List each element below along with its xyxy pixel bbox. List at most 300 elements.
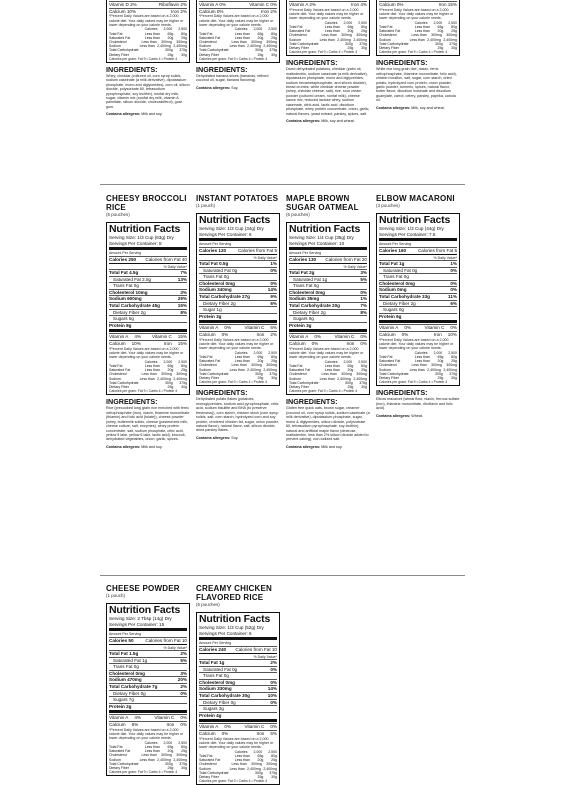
daily-values-cell: Total Carbohydrate: [199, 770, 229, 775]
daily-values-cell: Less than: [324, 368, 340, 373]
daily-values-cell: 2,400mg: [427, 37, 441, 42]
nutrient-row: [199, 712, 277, 719]
daily-values-cell: 2,400mg: [263, 44, 277, 49]
vitamin-value: 4%: [134, 715, 141, 721]
nutrient-row: [199, 692, 277, 699]
amount-per-serving: Amount Per Serving: [109, 632, 142, 637]
calories-row: [379, 247, 457, 254]
daily-values-cell: 65g: [257, 355, 264, 360]
daily-values-table: [379, 21, 457, 50]
daily-value-header: % Daily Value*: [253, 255, 277, 260]
daily-values-cell: 80g: [181, 745, 187, 750]
nutrient-row: [109, 650, 187, 657]
daily-values-cell: 2,400mg: [157, 44, 171, 49]
daily-values-cell: Saturated Fat: [109, 368, 131, 373]
product-count: (5 pouches): [106, 212, 130, 217]
ingredients-heading: INGREDIENTS:: [106, 65, 158, 75]
daily-value-header: % Daily Value*: [433, 255, 457, 260]
footnote: *Percent Daily Values are based on a 2,000 calorie diet. Your daily values may be higher or lower depending on your calorie needs.: [109, 346, 184, 360]
daily-values-cell: Saturated Fat: [199, 359, 221, 364]
nutrient-row: [199, 672, 277, 679]
vitamin-name: Vitamin C: [151, 334, 172, 340]
nutrient-row: [199, 685, 277, 692]
nutrient-name: Trans Fat 0g: [293, 283, 319, 289]
vitamin-name: Vitamin A: [199, 325, 219, 331]
daily-values-cell: Total Fat: [199, 355, 213, 360]
nutrient-row: [379, 267, 457, 274]
allergens: Contains allergens: Soy.: [196, 85, 239, 90]
daily-values-cell: Total Carbohydrate: [289, 380, 319, 385]
vitamin-row: [109, 333, 187, 340]
daily-values-cell: 80g: [361, 364, 367, 369]
allergens-value: Wheat.: [411, 413, 423, 418]
daily-values-header-cell: 2,500: [358, 20, 367, 25]
vitamin-name: Iron: [433, 332, 442, 338]
vitamin-row: [199, 331, 277, 338]
nutrition-facts-title: Nutrition Facts: [109, 604, 181, 616]
divider-thick: [109, 628, 187, 631]
daily-values-header-cell: 2,500: [448, 20, 457, 25]
nutrient-percent: 2%: [180, 684, 187, 690]
vitamin-row: [199, 324, 277, 331]
daily-values-cell: 80g: [361, 25, 367, 30]
nutrient-name: Saturated Fat 2.5g: [113, 276, 152, 282]
footnote: *Percent Daily Values are based on a 2,000 calorie diet. Your daily values may be higher or lower depending on your calorie needs.: [109, 14, 184, 27]
daily-values-cell: 30g: [271, 52, 277, 57]
daily-values-cell: 30g: [181, 52, 187, 57]
nutrient-name: Sugars 7g: [113, 697, 134, 703]
nutrient-row: [109, 703, 187, 710]
calories-per-gram: Calories per gram: Fat 9 • Carbs 4 • Protein 4: [199, 56, 268, 61]
nutrient-row: [379, 273, 457, 280]
daily-values-cell: Dietary Fiber: [379, 46, 400, 51]
vitamin-value: 15%: [177, 334, 187, 340]
nutrition-facts-title: Nutrition Facts: [289, 223, 361, 235]
daily-values-cell: 2,400mg: [247, 44, 261, 49]
vitamin-row: Vitamin A 2% Iron 4%: [289, 2, 367, 7]
vitamin-value: 15%: [177, 341, 187, 347]
nutrient-row: [199, 659, 277, 666]
nutrient-row: [289, 269, 367, 276]
nutrient-name: Total Fat 0.5g: [199, 261, 229, 267]
daily-values-cell: Less than: [141, 372, 157, 377]
nutrient-percent: 7%: [180, 270, 187, 276]
vitamin-value: 0%: [311, 341, 319, 347]
nutrient-row: [109, 315, 187, 322]
daily-values-cell: 2,400mg: [157, 376, 171, 381]
daily-values-cell: 25g: [271, 359, 277, 364]
vitamin-right: [166, 722, 187, 728]
ingredients-heading: INGREDIENTS:: [376, 58, 428, 68]
daily-values-cell: 65g: [437, 25, 444, 30]
daily-values-cell: 2,400mg: [337, 376, 351, 381]
nutrient-name: Total Carbohydrate 7g: [109, 684, 158, 690]
nutrient-row: [109, 295, 187, 302]
daily-values-table: [289, 21, 367, 50]
daily-values-cell: Less than: [231, 762, 247, 767]
daily-values-cell: Saturated Fat: [289, 368, 311, 373]
daily-values-cell: Total Carbohydrate: [109, 380, 139, 385]
serving-size: Serving Size: 1/3 Cup (63g) Dry: [109, 235, 174, 240]
vitamin-left: [109, 341, 141, 347]
nutrient-name: Total Carbohydrate 33g: [379, 294, 430, 300]
daily-values-cell: Less than: [229, 367, 245, 372]
daily-values-cell: Total Carbohydrate: [199, 371, 229, 376]
vitamin-value: 4%: [134, 334, 141, 340]
daily-values-cell: Dietary Fiber: [379, 376, 400, 381]
daily-values-cell: 2,400mg: [247, 367, 261, 372]
vitamin-name: Iron: [163, 341, 172, 347]
nutrient-name: Saturated Fat 0g: [383, 267, 418, 273]
daily-values-cell: 25g: [181, 35, 187, 40]
daily-values-cell: Less than: [141, 753, 157, 758]
daily-values-cell: Sodium: [379, 37, 391, 42]
daily-values-cell: Total Fat: [289, 25, 303, 30]
daily-values-cell: 300mg: [356, 33, 367, 38]
servings-per-container: Servings Per Container: 8: [109, 240, 162, 246]
daily-values-cell: Sodium: [109, 757, 121, 762]
calories-per-gram: Calories per gram: Fat 9 • Carbs 4 • Protein 4: [199, 779, 268, 784]
servings-per-container: Servings Per Container: 10: [289, 240, 345, 246]
daily-values-cell: Cholesterol: [289, 33, 307, 38]
product-title: CHEESE POWDER: [106, 584, 180, 593]
calories: Calories 120: [199, 247, 227, 253]
vitamin-value: 0%: [270, 724, 277, 730]
allergens: [376, 414, 460, 418]
allergens-value: Milk and soy.: [141, 444, 163, 449]
divider-thick: [379, 320, 457, 323]
daily-values-cell: 25g: [271, 758, 277, 763]
nutrient-percent: 13%: [177, 276, 187, 282]
vitamin-name: Iron: [346, 341, 355, 347]
nutrient-percent: 5%: [360, 276, 367, 282]
vitamin-name: Calcium: [109, 341, 126, 347]
nutrient-name: Total Fat 2g: [289, 270, 315, 276]
nutrition-facts-title: Nutrition Facts: [199, 214, 271, 226]
daily-values-cell: 300mg: [176, 40, 187, 45]
calories: Calories 130: [289, 256, 317, 262]
nutrient-percent: 6%: [450, 300, 457, 306]
ingredients-text: White rice long grain rice, niacin, ferric orthophosphate, thiamine mononitrate, folic acid), chicken bouillon, salt, sugar, corn starch, dried potato, hydrolyzed corn protein, onion powder, garlic powder, turmeric, spices, natural flavor, butter flavor, disodium inosinate and disodium guanylate, carrot, celery, parsley, paprika, canola oil.: [376, 67, 457, 103]
calories-row: [109, 256, 187, 263]
nutrient-name: Trans Fat 0g: [113, 664, 139, 670]
nutrient-row: [109, 690, 187, 697]
ingredients-heading: INGREDIENTS:: [286, 58, 338, 68]
daily-values-cell: Less than: [144, 749, 160, 754]
product-cheese-powder: [106, 584, 190, 776]
daily-values-cell: Less than: [139, 376, 155, 381]
daily-values-header-cell: Calories: [414, 20, 428, 25]
vitamin-right: [245, 325, 277, 331]
ingredients-heading: INGREDIENTS:: [196, 388, 248, 398]
daily-values-cell: 80g: [271, 355, 277, 360]
daily-values-header-cell: Calories: [324, 359, 338, 364]
nutrient-row: [199, 699, 277, 706]
daily-values-cell: 300mg: [161, 372, 172, 377]
daily-value-header: % Daily Value*: [163, 264, 187, 269]
vitamin-left: [199, 332, 228, 338]
nutrient-name: Sodium 330mg: [199, 686, 232, 692]
daily-values-cell: Less than: [411, 33, 427, 38]
daily-values-cell: Total Fat: [289, 364, 303, 369]
daily-values-cell: Less than: [234, 35, 250, 40]
daily-values-cell: Dietary Fiber: [199, 376, 220, 381]
nutrition-facts-partial: [286, 0, 370, 56]
daily-values-cell: Less than: [234, 31, 250, 36]
daily-values-cell: Less than: [231, 40, 247, 45]
vitamin-name: Vitamin C: [424, 325, 445, 331]
daily-values-cell: 25g: [181, 368, 187, 373]
nutrient-name: Sugars 3g: [203, 706, 224, 712]
daily-values-cell: 300mg: [266, 40, 277, 45]
footnote: *Percent Daily Values are based on a 2,000 calorie diet. Your daily values may be higher or lower depending on your calorie needs.: [379, 337, 454, 351]
nutrient-row: [109, 657, 187, 664]
daily-values-cell: Less than: [414, 29, 430, 34]
daily-values-cell: Less than: [229, 44, 245, 49]
calories-per-gram: Calories per gram: Fat 9 • Carbs 4 • Protein 4: [289, 50, 358, 55]
vitamin-name: Iron: [166, 722, 175, 728]
daily-values-cell: 2,400mg: [157, 757, 171, 762]
daily-values-cell: 25g: [347, 46, 354, 51]
nutrient-percent: 14%: [267, 287, 277, 293]
daily-values-cell: 2,400mg: [263, 766, 277, 771]
daily-values-table: [379, 351, 457, 380]
daily-values-header-cell: 2,500: [448, 350, 457, 355]
daily-values-cell: 375g: [359, 380, 367, 385]
nutrient-name: Saturated Fat 0g: [203, 267, 238, 273]
daily-values-cell: 300mg: [356, 372, 367, 377]
product-instant-potatoes: [196, 194, 280, 440]
allergens-label: Contains allergens:: [196, 435, 231, 440]
daily-values-cell: 300mg: [266, 363, 277, 368]
daily-values-cell: Less than: [409, 367, 425, 372]
calories-from-fat: Calories from Fat 10: [235, 646, 277, 652]
calories-row: [199, 646, 277, 653]
daily-values-header-cell: Calories: [414, 350, 428, 355]
daily-values-header-cell: 2,500: [268, 749, 277, 754]
section-divider: [100, 575, 465, 576]
daily-values-cell: 300g: [164, 48, 173, 53]
daily-values-cell: Dietary Fiber: [289, 385, 310, 390]
product-title: ELBOW MACARONI: [376, 194, 455, 203]
daily-values-cell: Cholesterol: [379, 363, 397, 368]
daily-values-cell: 25g: [257, 775, 264, 780]
daily-values-cell: 2,400mg: [173, 376, 187, 381]
top-col-3: [286, 0, 370, 123]
daily-values-cell: Cholesterol: [199, 363, 217, 368]
calories-per-gram: Calories per gram: Fat 9 • Carbs 4 • Protein 4: [109, 770, 178, 775]
vitamin-right: [245, 724, 277, 730]
amount-per-serving: Amount Per Serving: [379, 242, 412, 247]
nutrient-row: [289, 315, 367, 322]
daily-values-cell: 300mg: [431, 33, 442, 38]
footnote: *Percent Daily Values are based on a 2,000 calorie diet. Your daily values may be higher or lower depending on your calorie needs.: [199, 736, 274, 750]
nutrient-name: Dietary Fiber 2g: [293, 309, 326, 315]
daily-values-cell: Dietary Fiber: [109, 766, 130, 771]
daily-values-cell: Saturated Fat: [379, 359, 401, 364]
footnote: *Percent Daily Values are based on a 2,000 calorie diet. Your daily values may be higher or lower depending on your calorie needs.: [379, 7, 454, 21]
daily-values-cell: 25g: [451, 29, 457, 34]
daily-values-cell: Less than: [229, 766, 245, 771]
ingredients-heading: INGREDIENTS:: [106, 397, 158, 407]
daily-values-cell: Total Carbohydrate: [379, 41, 409, 46]
daily-values-cell: 30g: [361, 385, 367, 390]
daily-value-header: % Daily Value*: [343, 264, 367, 269]
nutrient-percent: 0%: [450, 267, 457, 273]
allergens-value: Milk and soy.: [321, 444, 343, 449]
vitamin-row: Vitamin D 2% Riboflavin 2%: [109, 2, 187, 7]
nutrient-row: [289, 302, 367, 309]
nutrient-row: [199, 705, 277, 712]
daily-values-header-cell: 2,500: [178, 740, 187, 745]
vitamin-name: Vitamin A: [199, 724, 219, 730]
vitamin-value: 0%: [180, 715, 187, 721]
daily-values-cell: Saturated Fat: [379, 29, 401, 34]
daily-values-cell: 80g: [451, 355, 457, 360]
nutrient-percent: 10%: [267, 693, 277, 699]
daily-values-cell: Sodium: [109, 376, 121, 381]
nutrient-percent: 14%: [267, 686, 277, 692]
vitamin-value: 0%: [404, 325, 411, 331]
daily-values-cell: 300mg: [176, 372, 187, 377]
servings-per-container: Servings Per Container: 6: [199, 231, 252, 237]
vitamin-value: 0%: [360, 334, 367, 340]
nutrient-percent: 5%: [180, 657, 187, 663]
calories-per-gram: Calories per gram: Fat 9 • Carbs 4 • Protein 4: [109, 56, 178, 61]
daily-values-cell: 300mg: [251, 762, 262, 767]
daily-values-cell: Sodium: [199, 367, 211, 372]
nutrient-name: Sodium 340mg: [199, 287, 232, 293]
allergens-label: Contains allergens:: [106, 444, 141, 449]
daily-values-cell: Less than: [321, 33, 337, 38]
daily-values-cell: 300mg: [431, 363, 442, 368]
divider-thick: [199, 637, 277, 640]
daily-values-cell: Dietary Fiber: [109, 385, 130, 390]
nutrition-facts-panel: [196, 612, 280, 785]
nutrient-percent: 0%: [450, 280, 457, 286]
daily-values-cell: Dietary Fiber: [199, 775, 220, 780]
footnote: *Percent Daily Values are based on a 2,000 calorie diet. Your daily values may be higher or lower depending on your calorie needs.: [199, 14, 274, 27]
daily-values-cell: 25g: [257, 376, 264, 381]
daily-values-header-cell: Calories: [234, 27, 248, 32]
nutrient-row: [289, 295, 367, 302]
vitamin-name: Vitamin A: [289, 334, 309, 340]
daily-values-header-cell: 2,500: [358, 359, 367, 364]
nutrient-percent: 1%: [450, 261, 457, 267]
product-count: (6 pouches): [286, 212, 310, 217]
daily-values-cell: Less than: [139, 757, 155, 762]
allergens: Contains allergens: Milk, soy and wheat.: [286, 118, 355, 123]
daily-values-cell: 2,400mg: [353, 376, 367, 381]
vitamin-value: 10%: [131, 341, 141, 347]
daily-values-cell: 2,400mg: [173, 757, 187, 762]
daily-values-cell: 30g: [181, 766, 187, 771]
nutrient-percent: 20%: [177, 677, 187, 683]
daily-values-cell: 25g: [361, 368, 367, 373]
daily-values-cell: Cholesterol: [379, 33, 397, 38]
daily-values-cell: 375g: [269, 48, 277, 53]
daily-values-cell: 375g: [179, 761, 187, 766]
daily-values-cell: 25g: [167, 385, 174, 390]
servings-per-container: Servings Per Container: 15: [109, 621, 165, 627]
nutrient-row: [199, 306, 277, 313]
daily-values-cell: Dietary Fiber: [289, 46, 310, 51]
calories-from-fat: Calories from Fat 5: [417, 247, 457, 253]
daily-values-cell: Total Carbohydrate: [109, 761, 139, 766]
daily-values-cell: 2,400mg: [263, 367, 277, 372]
nutrient-row: [199, 300, 277, 307]
allergens: Contains allergens: Milk and soy.: [106, 112, 163, 117]
daily-values-cell: 80g: [181, 31, 187, 36]
vitamin-row: [109, 340, 187, 347]
nutrition-facts-partial: [196, 0, 280, 63]
daily-values-cell: 375g: [269, 770, 277, 775]
vitamin-name: Vitamin C: [244, 724, 265, 730]
product-title: CHEESY BROCCOLI RICE: [106, 194, 187, 212]
vitamin-value: 0%: [180, 722, 187, 728]
daily-values-cell: Cholesterol: [199, 762, 217, 767]
daily-values-cell: 300g: [344, 41, 353, 46]
divider-thick: [199, 719, 277, 722]
daily-values-cell: Less than: [139, 44, 155, 49]
daily-values-header-cell: Calories: [234, 350, 248, 355]
nutrient-row: [109, 696, 187, 703]
nutrient-row: [199, 666, 277, 673]
nutrient-row: [379, 293, 457, 300]
daily-values-cell: 300g: [434, 41, 443, 46]
daily-values-cell: Cholesterol: [109, 40, 127, 45]
vitamin-name: Calcium: [199, 731, 216, 737]
divider-thick: [109, 247, 187, 250]
daily-values-cell: 20g: [257, 359, 264, 364]
daily-values-table: [199, 351, 277, 380]
nutrient-row: [289, 309, 367, 316]
vitamin-right: [164, 341, 187, 347]
section-divider: [100, 184, 465, 185]
ingredients-text: Elbow macaroni (wheat flour, niacin, ferrous sulfate (iron), thiamine mononitrate, riboflavin and folic acid).: [376, 397, 460, 411]
vitamin-row: [289, 333, 367, 340]
nutrition-facts-panel: [286, 222, 370, 395]
nutrient-row: [109, 302, 187, 309]
daily-values-cell: Less than: [319, 37, 335, 42]
vitamin-row: [199, 723, 277, 730]
daily-values-cell: Saturated Fat: [109, 35, 131, 40]
calories-per-gram: Calories per gram: Fat 9 • Carbs 4 • Protein 4: [379, 380, 448, 385]
ingredients-heading: INGREDIENTS:: [196, 65, 248, 75]
ingredients-text: Dehydrated banana slices (bananas, refined coconut oil, sugar, banana flavoring).: [196, 74, 269, 83]
vitamin-left: [289, 341, 318, 347]
nutrient-row: [109, 683, 187, 690]
daily-values-cell: 300g: [164, 761, 173, 766]
daily-values-cell: 20g: [167, 35, 174, 40]
vitamin-row: [109, 721, 187, 728]
nutrient-name: Dietary Fiber 2g: [383, 300, 416, 306]
daily-values-cell: 25g: [167, 766, 174, 771]
daily-values-cell: Sodium: [289, 37, 301, 42]
daily-values-cell: 375g: [269, 371, 277, 376]
vitamin-value: 2%: [270, 332, 277, 338]
daily-values-cell: Saturated Fat: [289, 29, 311, 34]
vitamin-right: [152, 334, 187, 340]
vitamin-left: [199, 325, 231, 331]
daily-values-cell: 375g: [449, 371, 457, 376]
daily-values-cell: Less than: [144, 745, 160, 750]
nutrient-row: [109, 663, 187, 670]
daily-values-cell: 300g: [254, 770, 263, 775]
daily-values-cell: Less than: [319, 376, 335, 381]
divider-thick: [109, 329, 187, 332]
vitamin-right: [155, 715, 187, 721]
